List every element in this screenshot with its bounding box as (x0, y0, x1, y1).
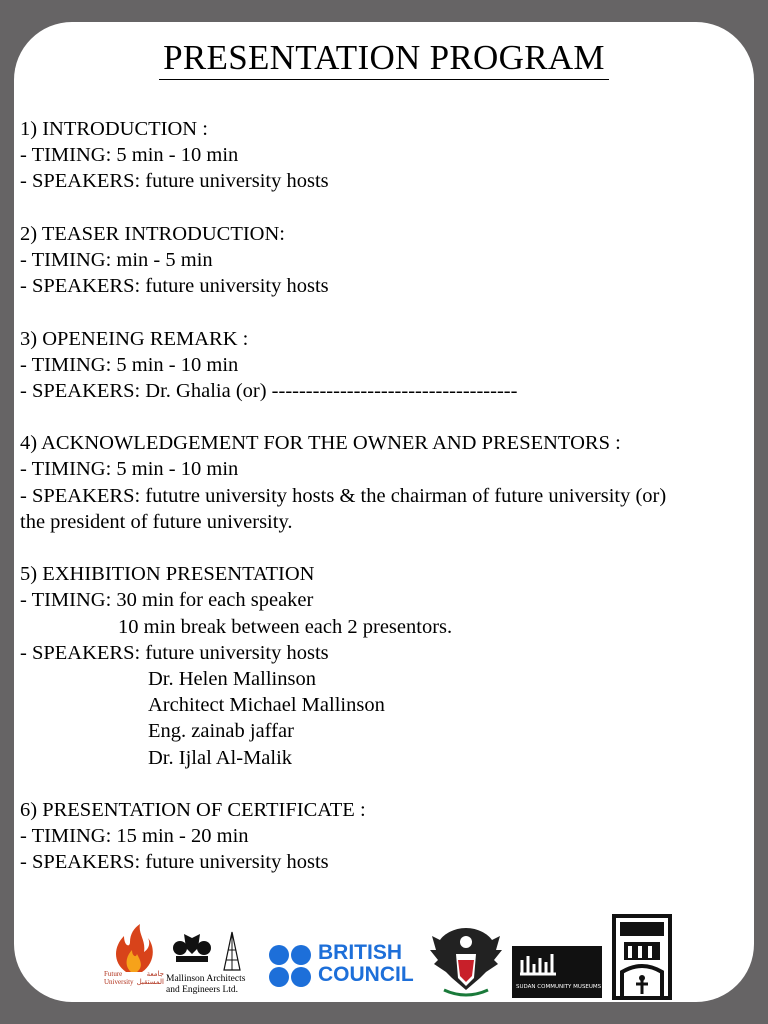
section-timing: - TIMING: min - 5 min (20, 248, 213, 271)
future-university-en: Future University (104, 970, 134, 986)
flame-icon (104, 922, 164, 974)
sudan-community-museums-logo (512, 946, 602, 998)
sudan-emblem-logo (426, 920, 506, 1000)
section-timing: - TIMING: 30 min for each speaker (20, 589, 314, 612)
section-heading: 5) EXHIBITION PRESENTATION (20, 563, 315, 586)
speaker-name: Dr. Ijlal Al-Malik (148, 746, 293, 769)
speaker-name: Eng. zainab jaffar (148, 720, 294, 743)
section-heading: 1) INTRODUCTION : (20, 118, 208, 140)
section-timing: - TIMING: 15 min - 20 min (20, 825, 249, 848)
program-list (20, 116, 754, 902)
section-teaser (20, 221, 754, 300)
sponsor-logos (14, 912, 754, 1002)
section-speakers: - SPEAKERS: Dr. Ghalia (or) ------------------------------------ (20, 379, 518, 402)
section-heading: 2) TEASER INTRODUCTION: (20, 222, 285, 245)
section-introduction (20, 116, 754, 195)
arabic-calligraphy-icon (518, 950, 558, 980)
mallinson-name-line1: Mallinson Architects (166, 974, 246, 984)
section-speakers: - SPEAKERS: fututre university hosts & the chairman of future university (or) (20, 484, 667, 507)
british-council-line1: BRITISH (318, 941, 402, 964)
section-acknowledgement (20, 430, 754, 535)
mallinson-name-line2: and Engineers Ltd. (166, 985, 239, 995)
section-heading: 6) PRESENTATION OF CERTIFICATE : (20, 798, 366, 821)
section-heading: 3) OPENEING REMARK : (20, 327, 249, 350)
temple-gate-icon (612, 914, 672, 1000)
british-council-logo (268, 942, 418, 992)
future-university-logo (104, 922, 164, 994)
section-opening-remark (20, 326, 754, 405)
crest-icon (162, 930, 252, 974)
program-card (14, 22, 754, 1002)
section-speakers: - SPEAKERS: future university hosts (20, 851, 329, 874)
section-heading: 4) ACKNOWLEDGEMENT FOR THE OWNER AND PRESENTORS : (20, 432, 621, 455)
british-council-line2: COUNCIL (318, 963, 414, 986)
section-exhibition (20, 561, 754, 771)
speaker-name: Dr. Helen Mallinson (148, 667, 316, 690)
future-university-ar: جامعة المستقبل (136, 970, 164, 986)
page-title: PRESENTATION PROGRAM (14, 38, 754, 80)
section-speakers: - SPEAKERS: future university hosts (20, 641, 329, 664)
section-timing: - TIMING: 5 min - 10 min (20, 353, 239, 376)
sudan-community-museums-text: SUDAN COMMUNITY MUSEUMS (516, 984, 602, 990)
section-speakers: - SPEAKERS: future university hosts (20, 275, 329, 298)
secretary-bird-emblem-icon (426, 920, 506, 1000)
section-certificate (20, 797, 754, 876)
section-timing: - TIMING: 5 min - 10 min (20, 144, 239, 167)
heritage-logo (612, 914, 672, 1000)
section-speakers-continued: the president of future university. (20, 510, 293, 533)
british-council-dots-icon (268, 944, 312, 988)
mallinson-logo (162, 930, 262, 1000)
section-speakers: - SPEAKERS: future university hosts (20, 170, 329, 193)
section-timing-continued: 10 min break between each 2 presentors. (118, 615, 453, 638)
speaker-name: Architect Michael Mallinson (148, 694, 385, 717)
section-timing: - TIMING: 5 min - 10 min (20, 458, 239, 481)
